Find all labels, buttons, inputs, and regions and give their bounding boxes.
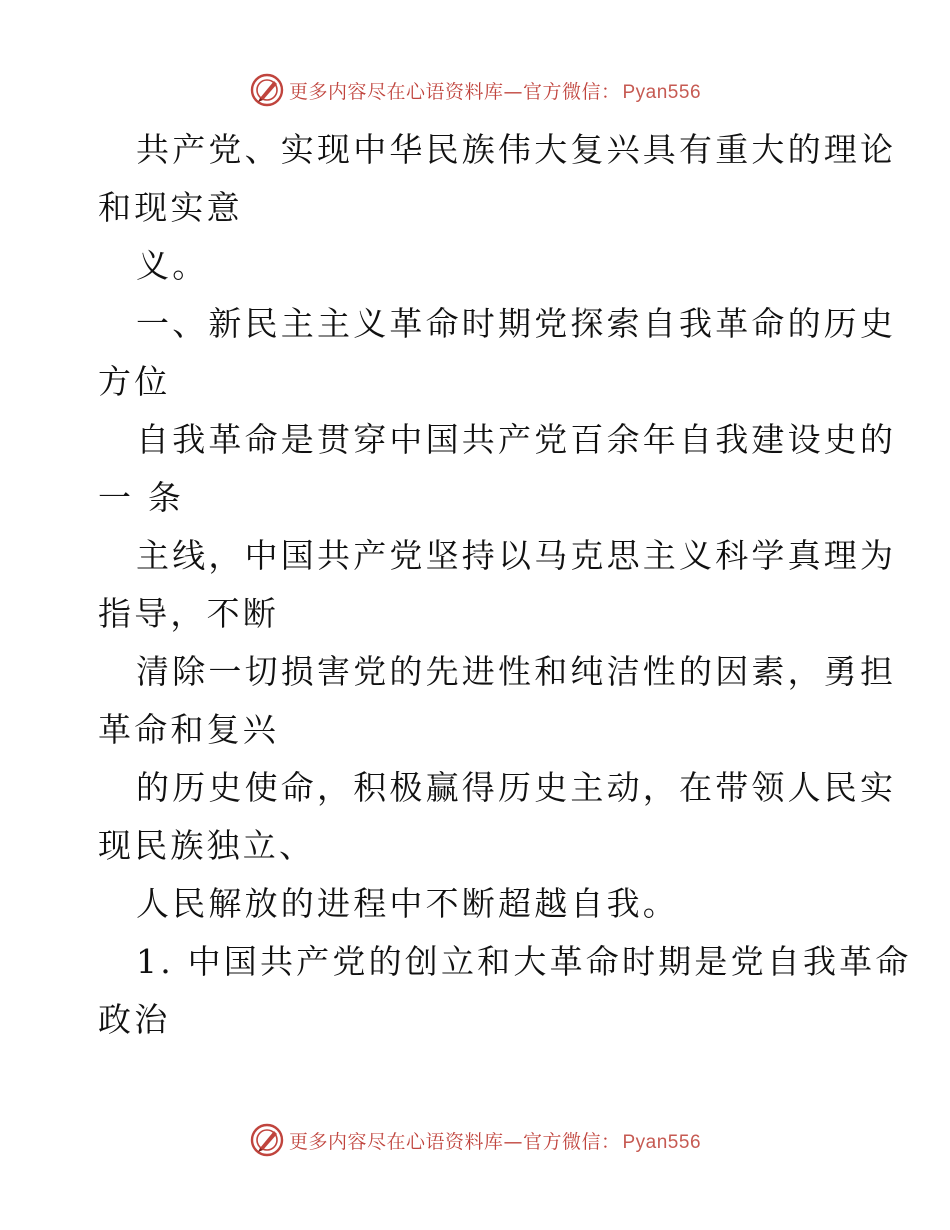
watermark-id: Pyan556 <box>622 81 702 103</box>
subsection-heading-line: 1. 中国共产党的创立和大革命时期是党自我革命 <box>136 942 912 981</box>
text-line: 的历史使命，积极赢得历史主动，在带领人民实 <box>136 768 897 807</box>
watermark-separator: — <box>503 1130 523 1153</box>
watermark-text <box>289 1127 701 1154</box>
pen-logo-icon <box>249 1122 285 1158</box>
header-watermark <box>0 70 950 110</box>
document-body <box>98 121 912 1049</box>
text-line: 自我革命是贯穿中国共产党百余年自我建设史的 <box>136 420 897 459</box>
section-heading-line: 一、新民主主义革命时期党探索自我革命的历史 <box>136 304 897 343</box>
watermark-id: Pyan556 <box>622 1131 702 1153</box>
text-line: 主线，中国共产党坚持以马克思主义科学真理为 <box>136 536 897 575</box>
text-line: 清除一切损害党的先进性和纯洁性的因素，勇担 <box>136 652 897 691</box>
footer-watermark <box>0 1120 950 1160</box>
text-line: 指导，不断 <box>98 594 279 633</box>
watermark-text <box>289 77 701 104</box>
section-heading-line: 方位 <box>98 362 171 401</box>
text-line: 和现实意 <box>98 188 243 227</box>
watermark-official: 官方微信： <box>522 80 621 103</box>
text-line: 一 条 <box>98 478 185 517</box>
text-line: 人民解放的进程中不断超越自我。 <box>136 884 679 923</box>
text-line: 义。 <box>136 246 209 285</box>
watermark-main: 更多内容尽在心语资料库 <box>288 1130 504 1153</box>
watermark-main: 更多内容尽在心语资料库 <box>288 80 504 103</box>
watermark-official: 官方微信： <box>522 1130 621 1153</box>
text-line: 现民族独立、 <box>98 826 316 865</box>
text-line: 共产党、实现中华民族伟大复兴具有重大的理论 <box>136 130 897 169</box>
watermark-separator: — <box>503 80 523 103</box>
pen-logo-icon <box>249 72 285 108</box>
text-line: 革命和复兴 <box>98 710 279 749</box>
subsection-heading-line: 政治 <box>98 1000 171 1039</box>
